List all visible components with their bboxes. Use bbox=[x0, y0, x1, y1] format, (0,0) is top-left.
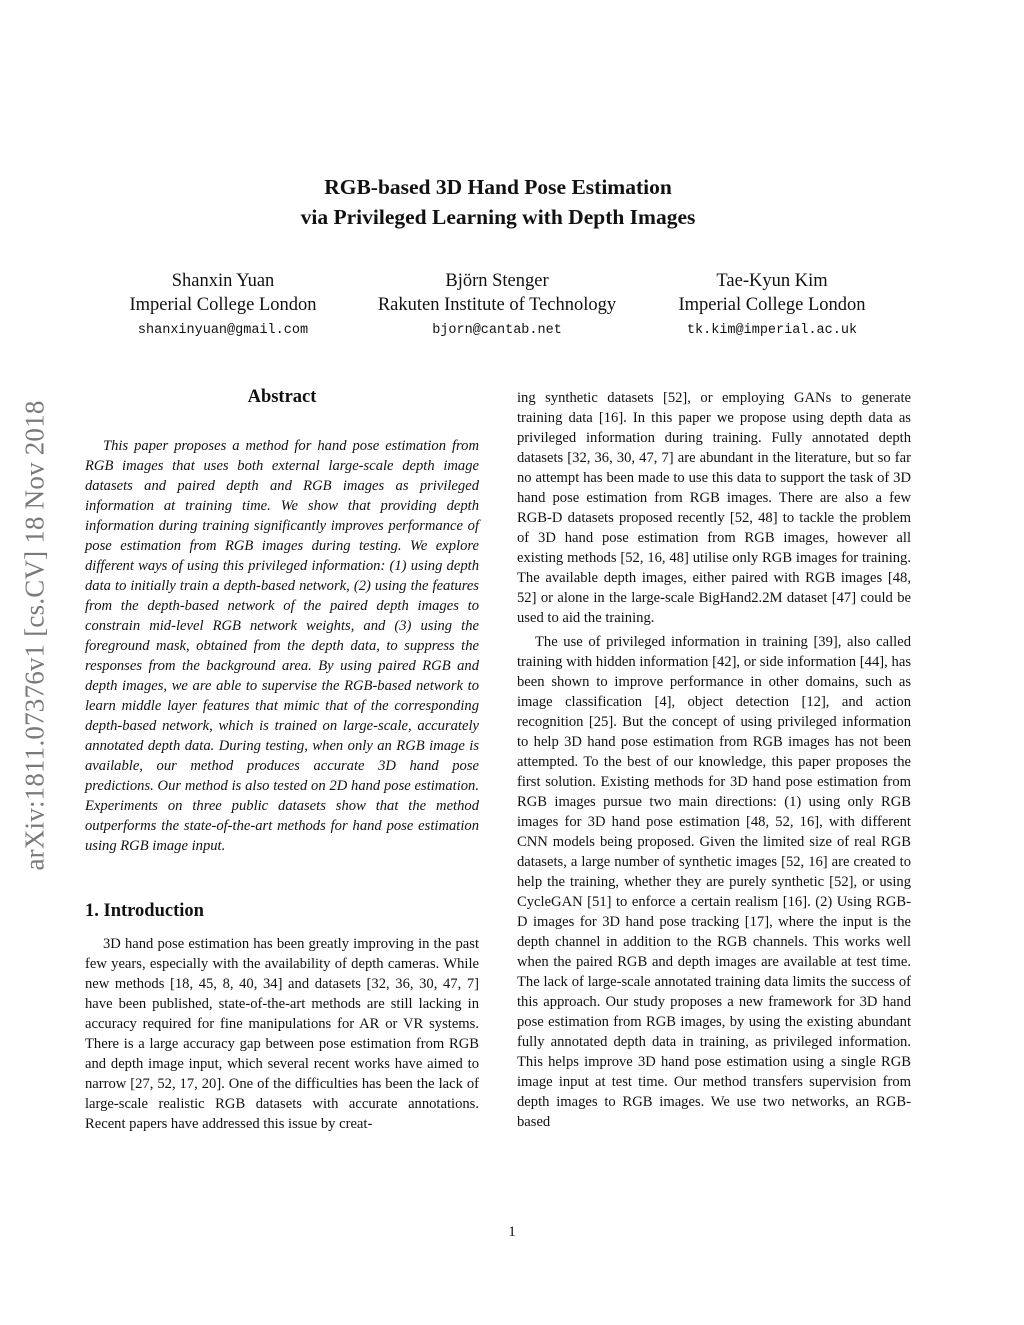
author-email[interactable]: tk.kim@imperial.ac.uk bbox=[686, 323, 858, 338]
author-affiliation: Imperial College London bbox=[129, 294, 317, 315]
intro-paragraph: The use of privileged information in training [39], also called training with hidden information [42], or side information [44], has been shown to improve performance in other domains, such as image classification [4], object detection [12], and action recognition [25]. But the concept of using privileged information to help 3D hand pose estimation from RGB images has not been attempted. To the best of our knowledge, this paper proposes the first solution. Existing methods for 3D hand pose estimation from RGB images pursue two main directions: (1) using only RGB images for 3D hand pose estimation [48, 52, 16], with different CNN models being proposed. Given the limited size of real RGB datasets, a large number of synthetic images [52, 16] are created to help the training, whether they are purely synthetic [52], or using CycleGAN [51] to enforce a certain realism [16]. (2) Using RGB-D images for 3D hand pose tracking [17], where the input is the depth channel in addition to the RGB channels. This works well when the paired RGB and depth images are available at test time. The lack of large-scale annotated training data limits the success of this approach. Our study proposes a new framework for 3D hand pose estimation from RGB images, by using the existing abundant fully annotated depth data in training, as privileged information. This helps improve 3D hand pose estimation using a single RGB image input at test time. Our method transfers supervision from depth images to RGB images. We use two networks, an RGB-based bbox=[517, 634, 911, 1130]
right-column bbox=[517, 388, 911, 1132]
author-name: Shanxin Yuan bbox=[171, 271, 275, 291]
author-email[interactable]: shanxinyuan@gmail.com bbox=[137, 323, 309, 338]
left-column bbox=[85, 384, 479, 1134]
intro-paragraph: 3D hand pose estimation has been greatly improving in the past few years, especially with the availability of depth cameras. While new methods [18, 45, 8, 40, 34] and datasets [32, 36, 30, 47, 7] have been published, state-of-the-art methods are still lacking in accuracy required for fine manipulations for AR or VR systems. There is a large accuracy gap between pose estimation from RGB and depth image input, which several recent works have aimed to narrow [27, 52, 17, 20]. One of the difficulties has been the lack of large-scale realistic RGB datasets with accurate annotations. Recent papers have addressed this issue by creat- bbox=[85, 936, 479, 1132]
author-name: Björn Stenger bbox=[445, 271, 549, 291]
section-heading-introduction: 1. Introduction bbox=[85, 901, 204, 921]
arxiv-stamp bbox=[0, 330, 70, 940]
author-name: Tae-Kyun Kim bbox=[716, 271, 828, 291]
intro-paragraph-continued: ing synthetic datasets [52], or employing GANs to generate training data [16]. In this paper we propose using depth data as privileged information during training. Fully annotated depth datasets [32, 36, 30, 47, 7] are abundant in the literature, but so far no attempt has been made to use this data to support the task of 3D hand pose estimation from RGB images. There are also a few RGB-D datasets proposed recently [52, 48] to tackle the problem of 3D hand pose estimation from RGB images, however all existing methods [52, 16, 48] utilise only RGB images for training. The available depth images, either paired with RGB images [48, 52] or alone in the large-scale BigHand2.2M dataset [47] could be used to aid the training. bbox=[517, 390, 911, 626]
author-email[interactable]: bjorn@cantab.net bbox=[432, 323, 562, 338]
arxiv-stamp-text: arXiv:1811.07376v1 [cs.CV] 18 Nov 2018 bbox=[19, 399, 50, 871]
author-block bbox=[622, 270, 922, 341]
title-line-1: RGB-based 3D Hand Pose Estimation bbox=[324, 175, 672, 199]
author-affiliation: Imperial College London bbox=[678, 294, 866, 315]
author-affiliation: Rakuten Institute of Technology bbox=[377, 294, 617, 315]
paper-title bbox=[150, 172, 846, 232]
abstract-text: This paper proposes a method for hand pose estimation from RGB images that uses both external large-scale depth image datasets and paired depth and RGB images as privileged information at training time. We show that providing depth information during training significantly improves performance of pose estimation from RGB images during testing. We explore different ways of using this privileged information: (1) using depth data to initially train a depth-based network, (2) using the features from the depth-based network of the paired depth images to constrain mid-level RGB network weights, and (3) using the foreground mask, obtained from the depth data, to suppress the responses from the background area. By using paired RGB and depth images, we are able to supervise the RGB-based network to learn middle layer features that mimic that of the corresponding depth-based network, which is trained on large-scale, accurately annotated depth data. During testing, when only an RGB image is available, our method produces accurate 3D hand pose predictions. Our method is also tested on 2D hand pose estimation. Experiments on three public datasets show that the method outperforms the state-of-the-art methods for hand pose estimation using RGB image input. bbox=[85, 438, 479, 854]
title-line-2: via Privileged Learning with Depth Images bbox=[300, 205, 696, 229]
author-block bbox=[347, 270, 647, 341]
page-number: 1 bbox=[508, 1224, 516, 1240]
abstract-heading: Abstract bbox=[247, 387, 317, 407]
author-block bbox=[73, 270, 373, 341]
